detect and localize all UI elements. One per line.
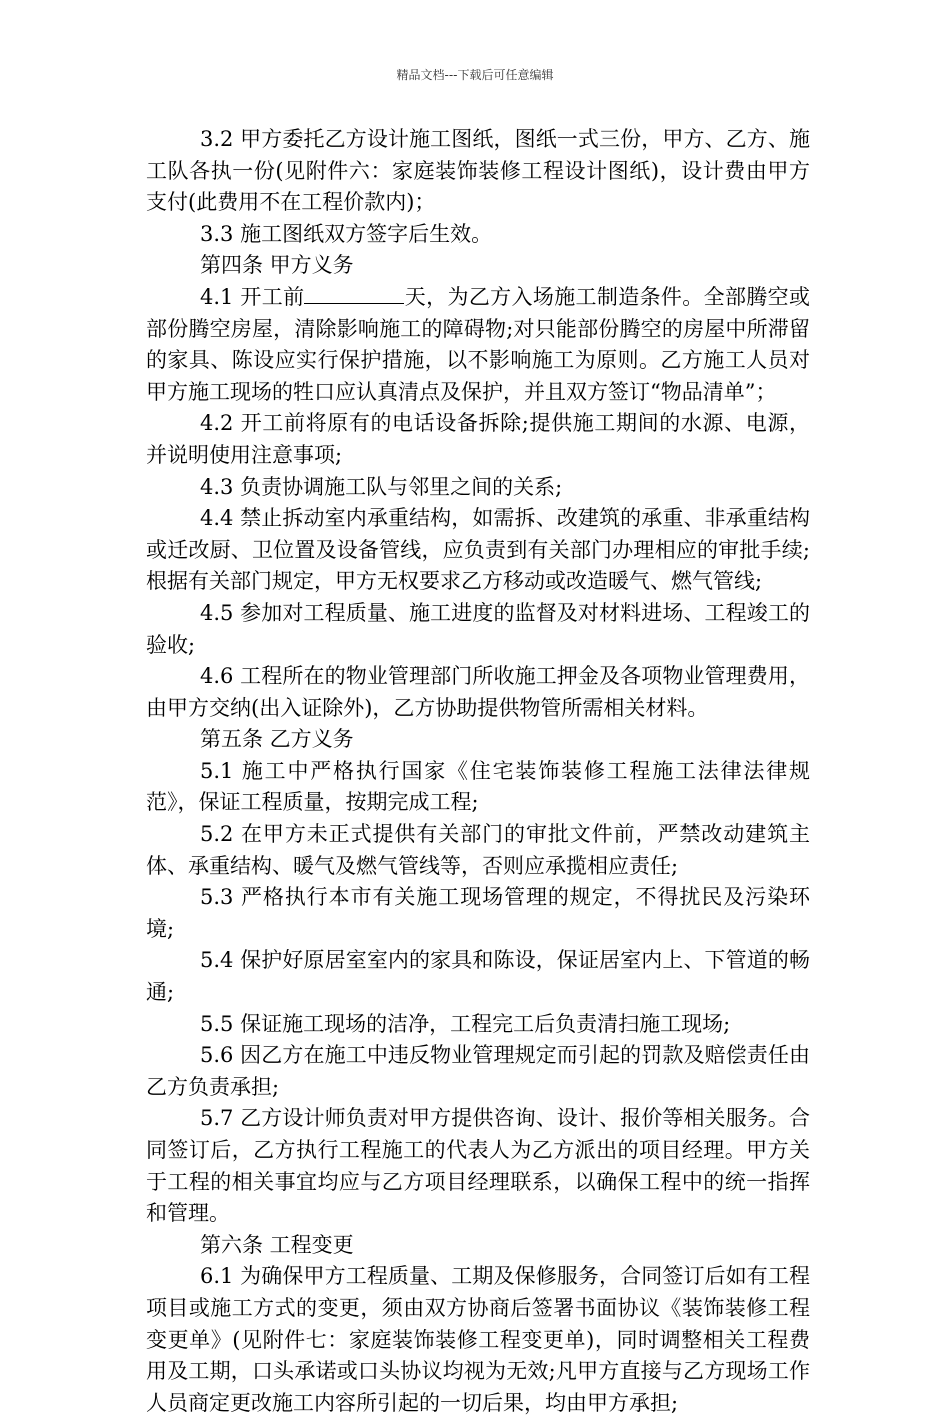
paragraph-4-6: 4.6 工程所在的物业管理部门所收施工押金及各项物业管理费用，由甲方交纳(出入证除外)，乙方协助提供物管所需相关材料。 — [146, 664, 810, 720]
section-heading-4: 第四条 甲方义务 — [200, 253, 354, 278]
paragraph-3-3: 3.3 施工图纸双方签字后生效。 — [200, 221, 493, 246]
paragraph-5-4: 5.4 保护好原居室室内的家具和陈设，保证居室内上、下管道的畅通; — [146, 948, 810, 1005]
paragraph-4-1-start: 4.1 开工前 — [200, 284, 305, 309]
page-header: 精品文档---下载后可任意编辑 — [396, 68, 554, 82]
paragraph-6-1: 6.1 为确保甲方工程质量、工期及保修服务，合同签订后如有工程项目或施工方式的变更，须由双方协商后签署书面协议《装饰装修工程变更单》(见附件七：家庭装饰装修工程变更单)，同时调整相关工程费用及工期，口头承诺或口头协议均视为无效;凡甲方直接与乙方现场工作人员商定更改施工内容所引起的一切后果，均由甲方承担; — [146, 1264, 810, 1415]
paragraph-5-7: 5.7 乙方设计师负责对甲方提供咨询、设计、报价等相关服务。合同签订后，乙方执行工程施工的代表人为乙方派出的项目经理。甲方关于工程的相关事宜均应与乙方项目经理联系，以确保工程中的统一指挥和管理。 — [146, 1106, 810, 1226]
paragraph-4-1-rest: 天，为乙方入场施工制造条件。全部腾空或部份腾空房屋，清除影响施工的障碍物;对只能部份腾空的房屋中所滞留的家具、陈设应实行保护措施，以不影响施工为原则。乙方施工人员对甲方施工现场的牲口应认真清点及保护，并且双方签订“物品清单”； — [146, 284, 810, 404]
paragraph-3-2: 3.2 甲方委托乙方设计施工图纸，图纸一式三份，甲方、乙方、施工队各执一份(见附件六：家庭装饰装修工程设计图纸)，设计费由甲方支付(此费用不在工程价款内)； — [146, 127, 810, 215]
paragraph-5-3: 5.3 严格执行本市有关施工现场管理的规定，不得扰民及污染环境; — [146, 885, 810, 941]
paragraph-4-4: 4.4 禁止拆动室内承重结构，如需拆、改建筑的承重、非承重结构或迁改厨、卫位置及设备管线，应负责到有关部门办理相应的审批手续;根据有关部门规定，甲方无权要求乙方移动或改造暖气、燃气管线; — [146, 506, 810, 594]
section-heading-5: 第五条 乙方义务 — [200, 727, 354, 752]
paragraph-5-5: 5.5 保证施工现场的洁净，工程完工后负责清扫施工现场; — [200, 1011, 731, 1036]
paragraph-4-3: 4.3 负责协调施工队与邻里之间的关系; — [200, 474, 563, 499]
paragraph-5-6: 5.6 因乙方在施工中违反物业管理规定而引起的罚款及赔偿责任由乙方负责承担; — [146, 1043, 810, 1099]
section-heading-6: 第六条 工程变更 — [200, 1232, 354, 1257]
paragraph-4-1 — [146, 282, 810, 408]
paragraph-5-1: 5.1 施工中严格执行国家《住宅装饰装修工程施工法律法律规范》，保证工程质量，按期完成工程; — [146, 758, 810, 815]
paragraph-4-2: 4.2 开工前将原有的电话设备拆除;提供施工期间的水源、电源，并说明使用注意事项; — [146, 411, 810, 467]
paragraph-4-5: 4.5 参加对工程质量、施工进度的监督及对材料进场、工程竣工的验收; — [146, 600, 810, 657]
paragraph-5-2: 5.2 在甲方未正式提供有关部门的审批文件前，严禁改动建筑主体、承重结构、暖气及燃气管线等，否则应承揽相应责任; — [146, 822, 810, 878]
document-body — [146, 124, 810, 1419]
fill-in-blank — [304, 283, 404, 304]
